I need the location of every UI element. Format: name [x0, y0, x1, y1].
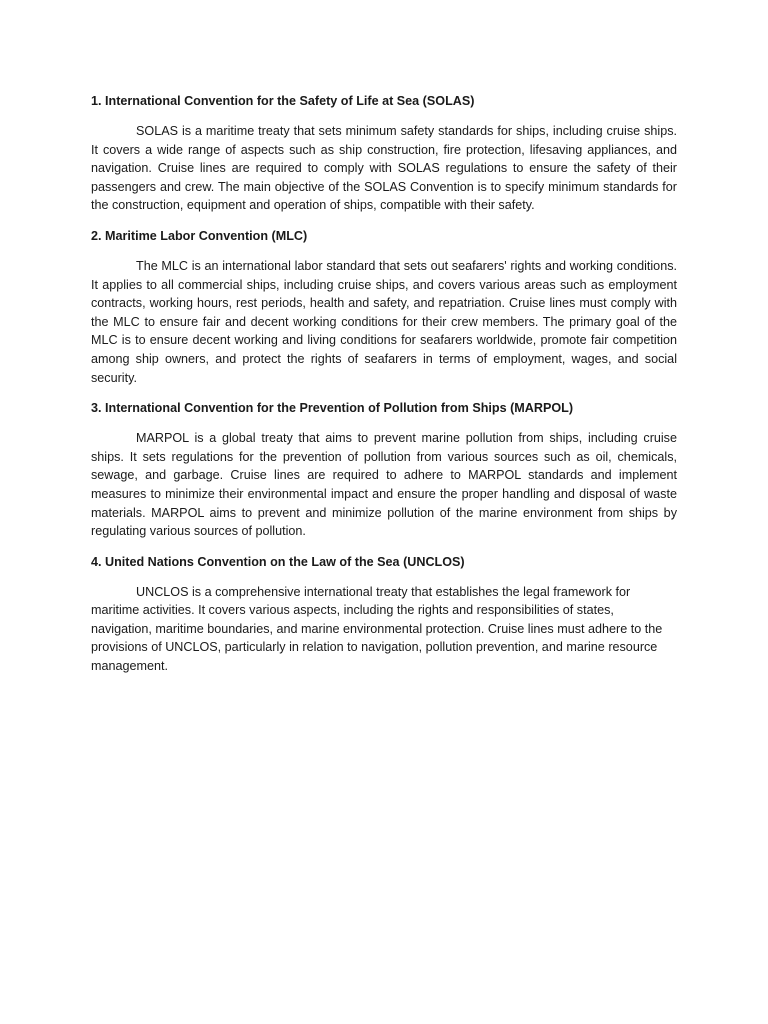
section-heading: 3. International Convention for the Prevention of Pollution from Ships (MARPOL)	[91, 401, 574, 416]
section-heading: 4. United Nations Convention on the Law of the Sea (UNCLOS)	[91, 554, 465, 569]
section-unclos	[91, 553, 677, 676]
section-paragraph: UNCLOS is a comprehensive international treaty that establishes the legal framework for maritime activities. It covers various aspects, including the rights and responsibilities of states, navigation, maritime boundaries, and marine environmental protection. Cruise lines must adhere to the provisions of UNCLOS, particularly in relation to navigation, pollution prevention, and marine resource management.	[91, 584, 663, 674]
section-paragraph: SOLAS is a maritime treaty that sets minimum safety standards for ships, including cruise ships. It covers a wide range of aspects such as ship construction, fire protection, lifesaving appliances, and navigation. Cruise lines are required to comply with SOLAS regulations to ensure the safety of their passengers and crew. The main objective of the SOLAS Convention is to specify minimum standards for the construction, equipment and operation of ships, compatible with their safety.	[91, 124, 677, 213]
section-paragraph: The MLC is an international labor standard that sets out seafarers' rights and working conditions. It applies to all commercial ships, including cruise ships, and covers various areas such as employment contracts, working hours, rest periods, health and safety, and repatriation. Cruise lines must comply with the MLC to ensure fair and decent working conditions for their crew members. The primary goal of the MLC is to ensure decent working and living conditions for seafarers worldwide, promote fair competition among ship owners, and protect the rights of seafarers in terms of employment, wages, and social security.	[91, 258, 677, 385]
section-mlc	[91, 227, 677, 387]
section-paragraph: MARPOL is a global treaty that aims to prevent marine pollution from ships, including cruise ships. It sets regulations for the prevention of pollution from various sources such as oil, chemicals, sewage, and garbage. Cruise lines are required to adhere to MARPOL standards and implement measures to minimize their environmental impact and ensure the proper handling and disposal of waste materials. MARPOL aims to prevent and minimize pollution of the marine environment from ships by regulating various sources of pollution.	[91, 431, 677, 539]
section-solas	[91, 92, 677, 215]
section-marpol	[91, 399, 677, 541]
document-content	[91, 92, 677, 688]
section-heading: 2. Maritime Labor Convention (MLC)	[91, 228, 308, 243]
section-heading: 1. International Convention for the Safety of Life at Sea (SOLAS)	[91, 94, 475, 108]
